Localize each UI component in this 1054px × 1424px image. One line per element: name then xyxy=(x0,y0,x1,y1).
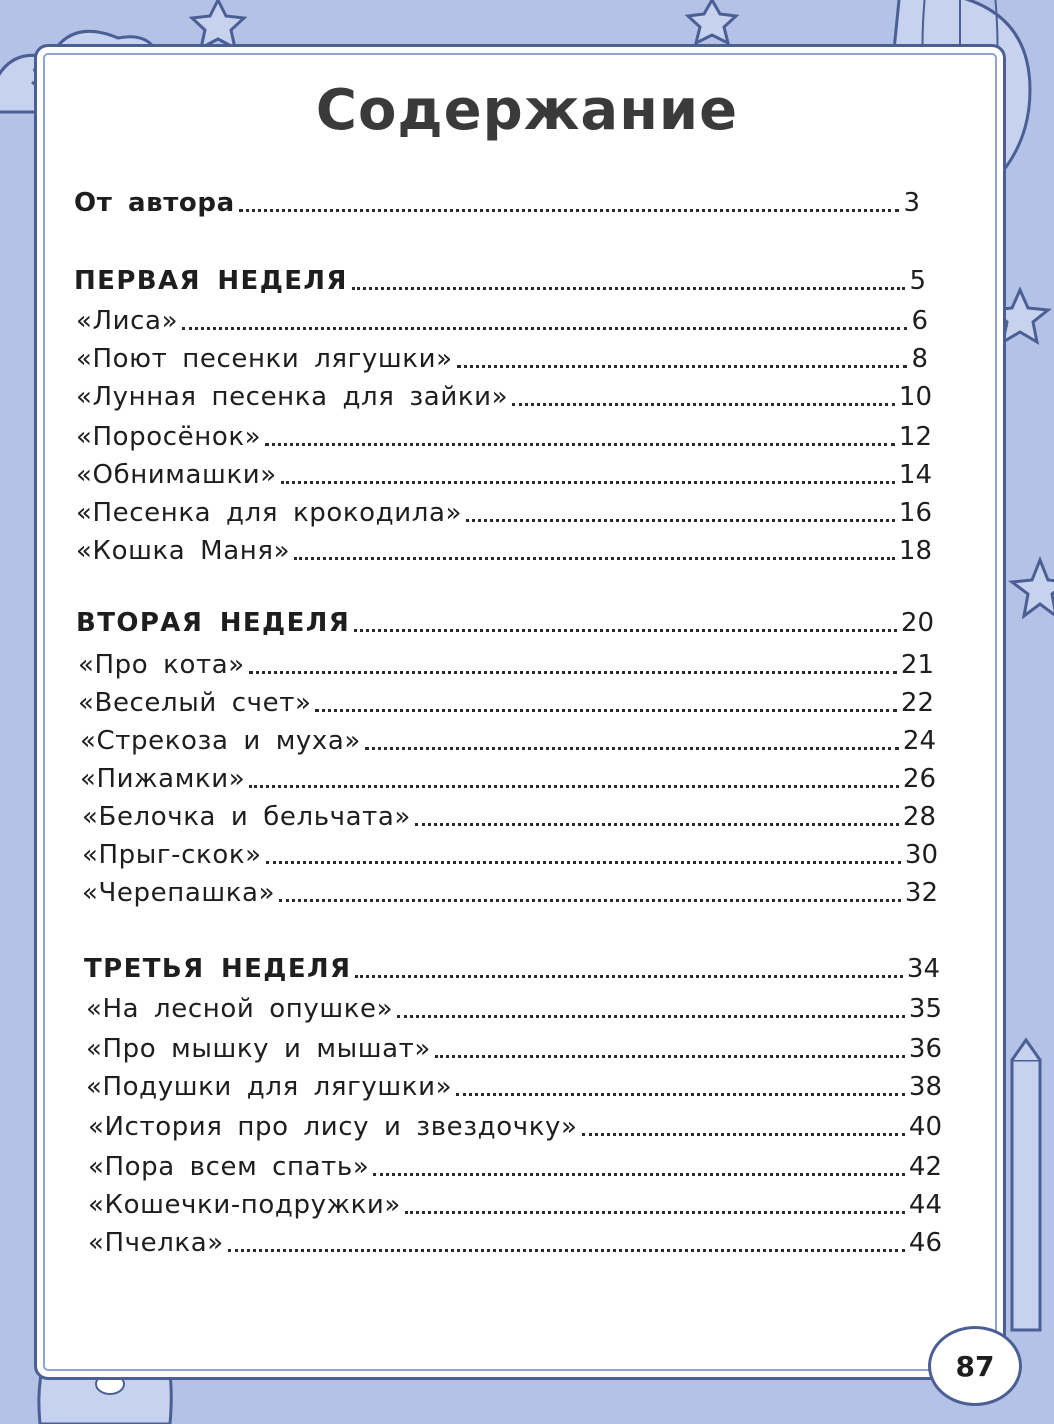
toc-leader-dots xyxy=(405,1210,905,1214)
toc-heading-page: 20 xyxy=(900,608,934,638)
toc-leader-dots xyxy=(228,1248,905,1252)
toc-leader-dots xyxy=(294,556,895,560)
toc-leader-dots xyxy=(397,1014,905,1018)
star-icon xyxy=(688,0,736,43)
toc-leader-dots xyxy=(415,822,899,826)
toc-heading-page: 34 xyxy=(906,954,940,984)
toc-leader-dots xyxy=(373,1172,905,1176)
toc-entry-label: «Поросёнок» xyxy=(76,422,262,452)
toc-heading-label: ВТОРАЯ НЕДЕЛЯ xyxy=(76,608,351,638)
toc-week-heading xyxy=(74,262,926,296)
toc-entry-label: «Про кота» xyxy=(78,650,245,680)
toc-entry-label: «Белочка и бельчата» xyxy=(82,802,411,832)
toc-heading-page: 5 xyxy=(909,266,926,296)
toc-leader-dots xyxy=(249,670,897,674)
toc-entry-page: 36 xyxy=(908,1034,942,1064)
toc-entry-page: 18 xyxy=(898,536,932,566)
toc-leader-dots xyxy=(239,208,900,212)
toc-entry-page: 24 xyxy=(902,726,936,756)
toc-entry xyxy=(76,532,932,566)
toc-entry-page: 28 xyxy=(902,802,936,832)
toc-entry xyxy=(88,1108,942,1142)
star-icon xyxy=(1012,560,1054,616)
toc-entry xyxy=(82,798,936,832)
toc-entry xyxy=(86,1068,942,1102)
toc-leader-dots xyxy=(315,708,896,712)
toc-entry xyxy=(82,836,938,870)
toc-entry xyxy=(78,684,934,718)
toc-entry-label: «Пора всем спать» xyxy=(88,1152,370,1182)
toc-entry xyxy=(80,760,936,794)
toc-entry-page: 35 xyxy=(908,994,942,1024)
toc-entry-label: «Пчелка» xyxy=(88,1228,224,1258)
toc-entry-page: 10 xyxy=(898,382,932,412)
toc-leader-dots xyxy=(365,746,899,750)
page-number-badge: 87 xyxy=(928,1326,1022,1406)
toc-entry-page: 44 xyxy=(908,1190,942,1220)
toc-entry xyxy=(82,874,938,908)
toc-entry-page: 3 xyxy=(903,188,920,218)
toc-entry xyxy=(76,494,932,528)
toc-leader-dots xyxy=(249,784,899,788)
crayon-icon xyxy=(1012,1040,1040,1330)
toc-entry-page: 8 xyxy=(911,344,928,374)
toc-leader-dots xyxy=(265,442,895,446)
toc-leader-dots xyxy=(281,480,895,484)
toc-week-heading xyxy=(84,950,940,984)
toc-leader-dots xyxy=(457,364,908,368)
toc-leader-dots xyxy=(466,518,895,522)
toc-leader-dots xyxy=(582,1132,905,1136)
toc-leader-dots xyxy=(279,898,901,902)
star-icon xyxy=(192,0,244,48)
toc-entry-label: «Пижамки» xyxy=(80,764,246,794)
toc-leader-dots xyxy=(354,628,897,632)
toc-entry-label: «История про лису и звездочку» xyxy=(88,1112,578,1142)
toc-entry xyxy=(76,456,932,490)
toc-entry xyxy=(76,340,928,374)
toc-entry xyxy=(88,1224,942,1258)
toc-entry-page: 42 xyxy=(908,1152,942,1182)
toc-entry-page: 32 xyxy=(904,878,938,908)
toc-leader-dots xyxy=(352,286,906,290)
toc-entry-label: «Песенка для крокодила» xyxy=(76,498,463,528)
toc-entry-label: От автора xyxy=(74,188,235,218)
toc-entry-label: «Про мышку и мышат» xyxy=(86,1034,431,1064)
toc-leader-dots xyxy=(435,1054,905,1058)
toc-leader-dots xyxy=(456,1092,905,1096)
toc-entry-page: 26 xyxy=(902,764,936,794)
toc-heading-label: ПЕРВАЯ НЕДЕЛЯ xyxy=(74,266,348,296)
toc-entry xyxy=(86,1030,942,1064)
toc-entry-label: «Кошечки-подружки» xyxy=(88,1190,401,1220)
toc-entry xyxy=(88,1148,942,1182)
toc-entry-author xyxy=(74,184,920,218)
toc-heading-label: ТРЕТЬЯ НЕДЕЛЯ xyxy=(84,954,352,984)
toc-entry-page: 21 xyxy=(900,650,934,680)
toc-entry-page: 22 xyxy=(900,688,934,718)
toc-entry xyxy=(78,646,934,680)
toc-week-heading xyxy=(76,604,934,638)
toc-entry-label: «Черепашка» xyxy=(82,878,276,908)
toc-entry-page: 46 xyxy=(908,1228,942,1258)
toc-entry-label: «Подушки для лягушки» xyxy=(86,1072,453,1102)
toc-entry xyxy=(80,722,936,756)
toc-entry-page: 12 xyxy=(898,422,932,452)
toc-entry-page: 16 xyxy=(898,498,932,528)
toc-entry xyxy=(76,378,932,412)
toc-entry-label: «Обнимашки» xyxy=(76,460,277,490)
toc-entry xyxy=(86,990,942,1024)
toc-entry-label: «Прыг-скок» xyxy=(82,840,262,870)
toc-entry-label: «На лесной опушке» xyxy=(86,994,394,1024)
toc-entry-page: 6 xyxy=(911,306,928,336)
toc-entry-page: 40 xyxy=(908,1112,942,1142)
toc-entry xyxy=(88,1186,942,1220)
toc-leader-dots xyxy=(512,402,895,406)
toc-entry-label: «Веселый счет» xyxy=(78,688,312,718)
toc-entry-page: 14 xyxy=(898,460,932,490)
toc-leader-dots xyxy=(355,974,902,978)
toc-leader-dots xyxy=(182,326,907,330)
toc-entry-label: «Кошка Маня» xyxy=(76,536,291,566)
toc-entry-label: «Лиса» xyxy=(76,306,179,336)
page-title: Содержание xyxy=(315,78,739,143)
toc-entry-label: «Поют песенки лягушки» xyxy=(76,344,453,374)
toc-entry-page: 38 xyxy=(908,1072,942,1102)
toc-leader-dots xyxy=(266,860,901,864)
toc-entry-page: 30 xyxy=(904,840,938,870)
toc-entry-label: «Стрекоза и муха» xyxy=(80,726,361,756)
toc-entry xyxy=(76,302,928,336)
toc-entry-label: «Лунная песенка для зайки» xyxy=(76,382,509,412)
toc-entry xyxy=(76,418,932,452)
